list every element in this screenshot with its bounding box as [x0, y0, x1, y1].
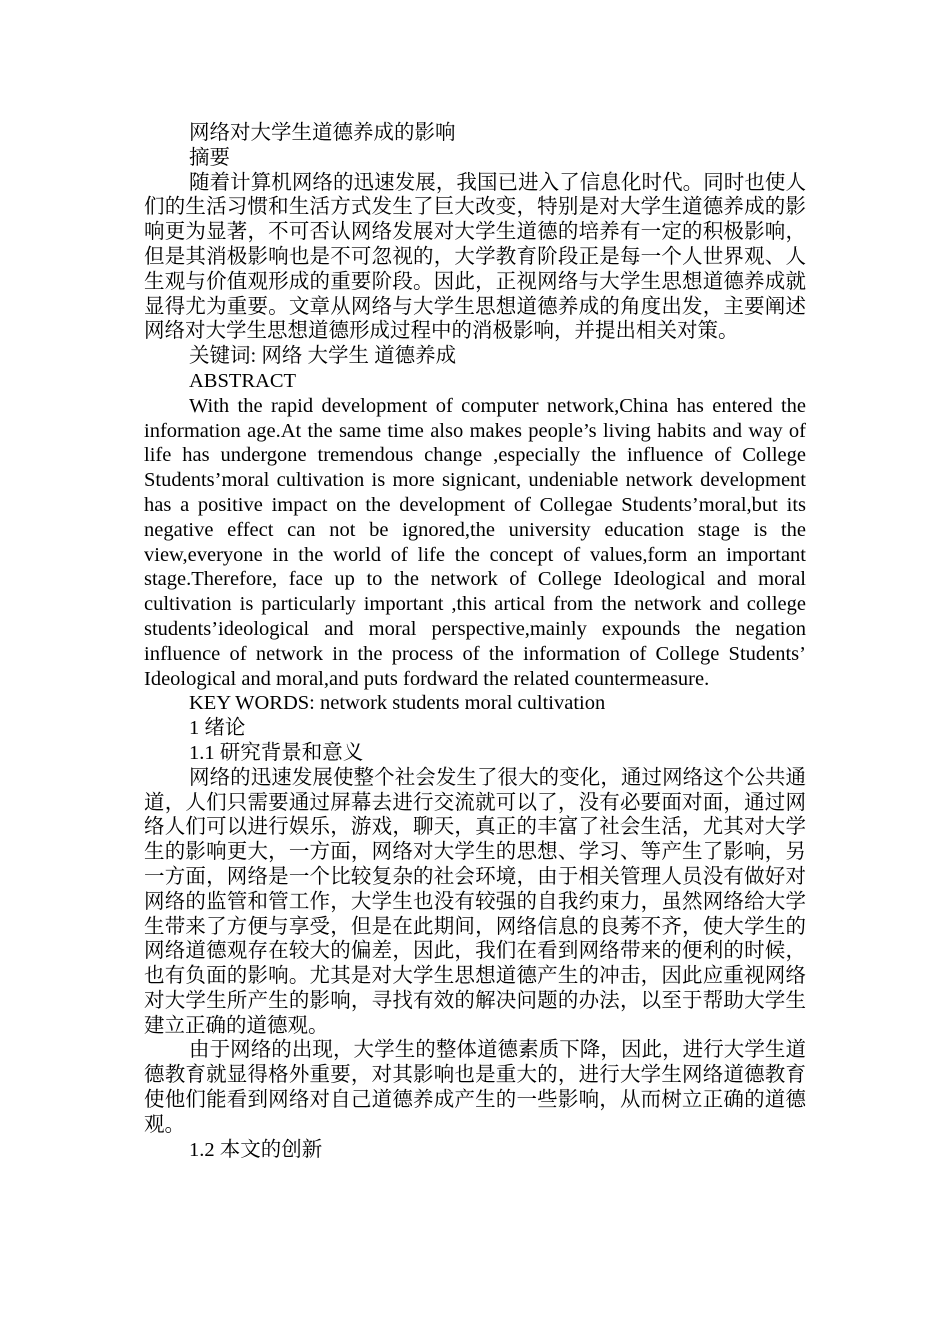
section-heading-1-1: 1.1 研究背景和意义 — [189, 741, 364, 764]
keywords-english: KEY WORDS: network students moral cultivation — [189, 692, 606, 715]
section-heading-1-2: 1.2 本文的创新 — [189, 1138, 323, 1161]
abstract-heading: 摘要 — [189, 146, 230, 169]
body-paragraph-2: 由于网络的出现，大学生的整体道德素质下降，因此，进行大学生道德教育就显得格外重要，对其影响也是重大的，进行大学生网络道德教育使他们能看到网络对自己道德养成产生的一些影响，从而树立正确的道德观。 — [144, 1039, 806, 1136]
document-title: 网络对大学生道德养成的影响 — [189, 122, 456, 144]
section-heading-1: 1 绪论 — [189, 717, 246, 740]
document-page — [144, 121, 806, 1162]
abstract-english-heading: ABSTRACT — [189, 369, 297, 392]
body-paragraph-1: 网络的迅速发展使整个社会发生了很大的变化，通过网络这个公共通道，人们只需要通过屏幕去进行交流就可以了，没有必要面对面，通过网络人们可以进行娱乐，游戏，聊天，真正的丰富了社会生活，尤其对大学生的影响更大，一方面，网络对大学生的思想、学习、等产生了影响，另一方面，网络是一个比较复杂的社会环境，由于相关管理人员没有做好对网络的监管和管工作，大学生也没有较强的自我约束力，虽然网络给大学生带来了方便与享受，但是在此期间，网络信息的良莠不齐，使大学生的网络道德观存在较大的偏差，因此，我们在看到网络带来的便利的时候，也有负面的影响。尤其是对大学生思想道德产生的冲击，因此应重视网络对大学生所产生的影响，寻找有效的解决问题的办法，以至于帮助大学生建立正确的道德观。 — [144, 766, 806, 1037]
keywords-chinese: 关键词: 网络 大学生 道德养成 — [189, 345, 457, 368]
abstract-chinese: 随着计算机网络的迅速发展，我国已进入了信息化时代。同时也使人们的生活习惯和生活方式发生了巨大改变，特别是对大学生道德养成的影响更为显著，不可否认网络发展对大学生道德的培养有一定的积极影响，但是其消极影响也是不可忽视的，大学教育阶段正是每一个人世界观、人生观与价值观形成的重要阶段。因此，正视网络与大学生思想道德养成就显得尤为重要。文章从网络与大学生思想道德养成的角度出发，主要阐述网络对大学生思想道德形成过程中的消极影响，并提出相关对策。 — [144, 171, 806, 343]
abstract-english: With the rapid development of computer network,China has entered the information age.At the same time also makes people’s living habits and way of life has undergone tremendous change ,especially the influence of College Students’moral cultivation is more signicant, undeniable network development has a positive impact on the development of Collegae Students’moral,but its negative effect can not be ignored,the university education stage is the view,everyone in the world of life the concept of values,form an important stage.Therefore, face up to the network of College Ideological and moral cultivation is particularly important ,this artical from the network and college students’ideological and moral perspective,mainly expounds the negation influence of network in the process of the information of College Students’ Ideological and moral,and puts fordward the related countermeasure. — [144, 394, 806, 690]
